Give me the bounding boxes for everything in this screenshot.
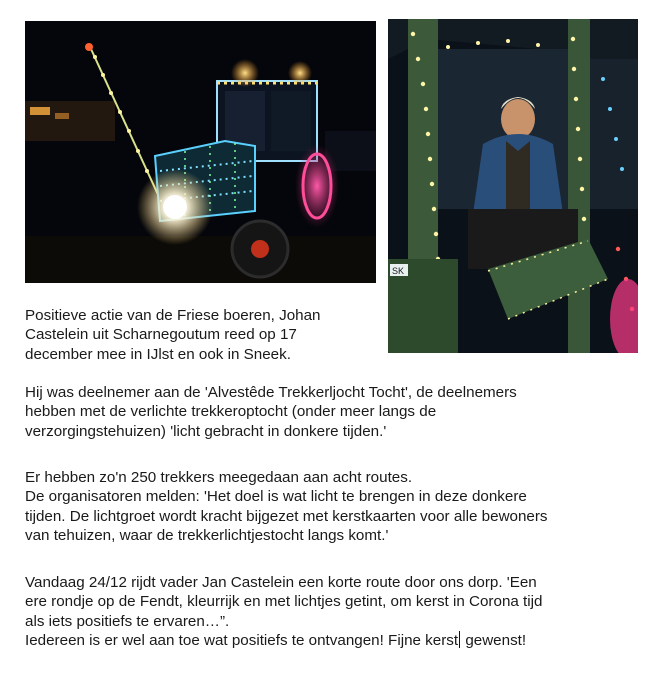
paragraph-line: van tehuizen, waar de trekkerlichtjestocht langs komt.'	[25, 527, 389, 545]
farmer-cab-image	[388, 19, 638, 353]
paragraph-line: Er hebben zo'n 250 trekkers meegedaan aan acht routes.	[25, 469, 413, 486]
paragraph-routes	[25, 468, 548, 546]
photo-tractor-night	[25, 21, 376, 283]
text-cursor	[459, 631, 460, 648]
paragraph-line: ere rondje op de Fendt, kleurrijk en met lichtjes getint, om kerst in Corona tijd	[25, 593, 543, 611]
photo-farmer-in-cab	[388, 19, 638, 353]
paragraph-line: als iets positiefs te ervaren…”.	[25, 612, 230, 630]
paragraph-today	[25, 573, 542, 651]
paragraph-line: Vandaag 24/12 rijdt vader Jan Castelein een korte route door ons dorp. 'Een	[25, 574, 537, 591]
paragraph-line: tijden. De lichtgroet wordt kracht bijgezet met kerstkaarten voor alle bewoners	[25, 507, 548, 525]
intro-line: december mee in IJlst en ook in Sneek.	[25, 345, 291, 363]
badge-text: SK	[392, 266, 405, 276]
paragraph-line: verzorgingstehuizen) 'licht gebracht in donkere tijden.'	[25, 422, 387, 440]
paragraph-line: De organisatoren melden: 'Het doel is wat licht te brengen in deze donkere	[25, 488, 527, 506]
intro-line: Castelein uit Scharnegoutum reed op 17	[25, 326, 297, 344]
paragraph-line: Hij was deelnemer aan de 'Alvestêde Trekkerljocht Tocht', de deelnemers	[25, 384, 517, 401]
intro-paragraph	[25, 306, 321, 364]
paragraph-last-line[interactable]	[25, 631, 542, 650]
intro-line: Positieve actie van de Friese boeren, Johan	[25, 307, 321, 324]
tractor-night-image	[25, 21, 376, 283]
closing-text-after-cursor: gewenst!	[461, 632, 527, 650]
paragraph-participant	[25, 383, 517, 441]
closing-text-before-cursor: Iedereen is er wel aan toe wat positiefs te ontvangen! Fijne kerst	[25, 632, 459, 650]
paragraph-line: hebben met de verlichte trekkeroptocht (onder meer langs de	[25, 403, 437, 421]
